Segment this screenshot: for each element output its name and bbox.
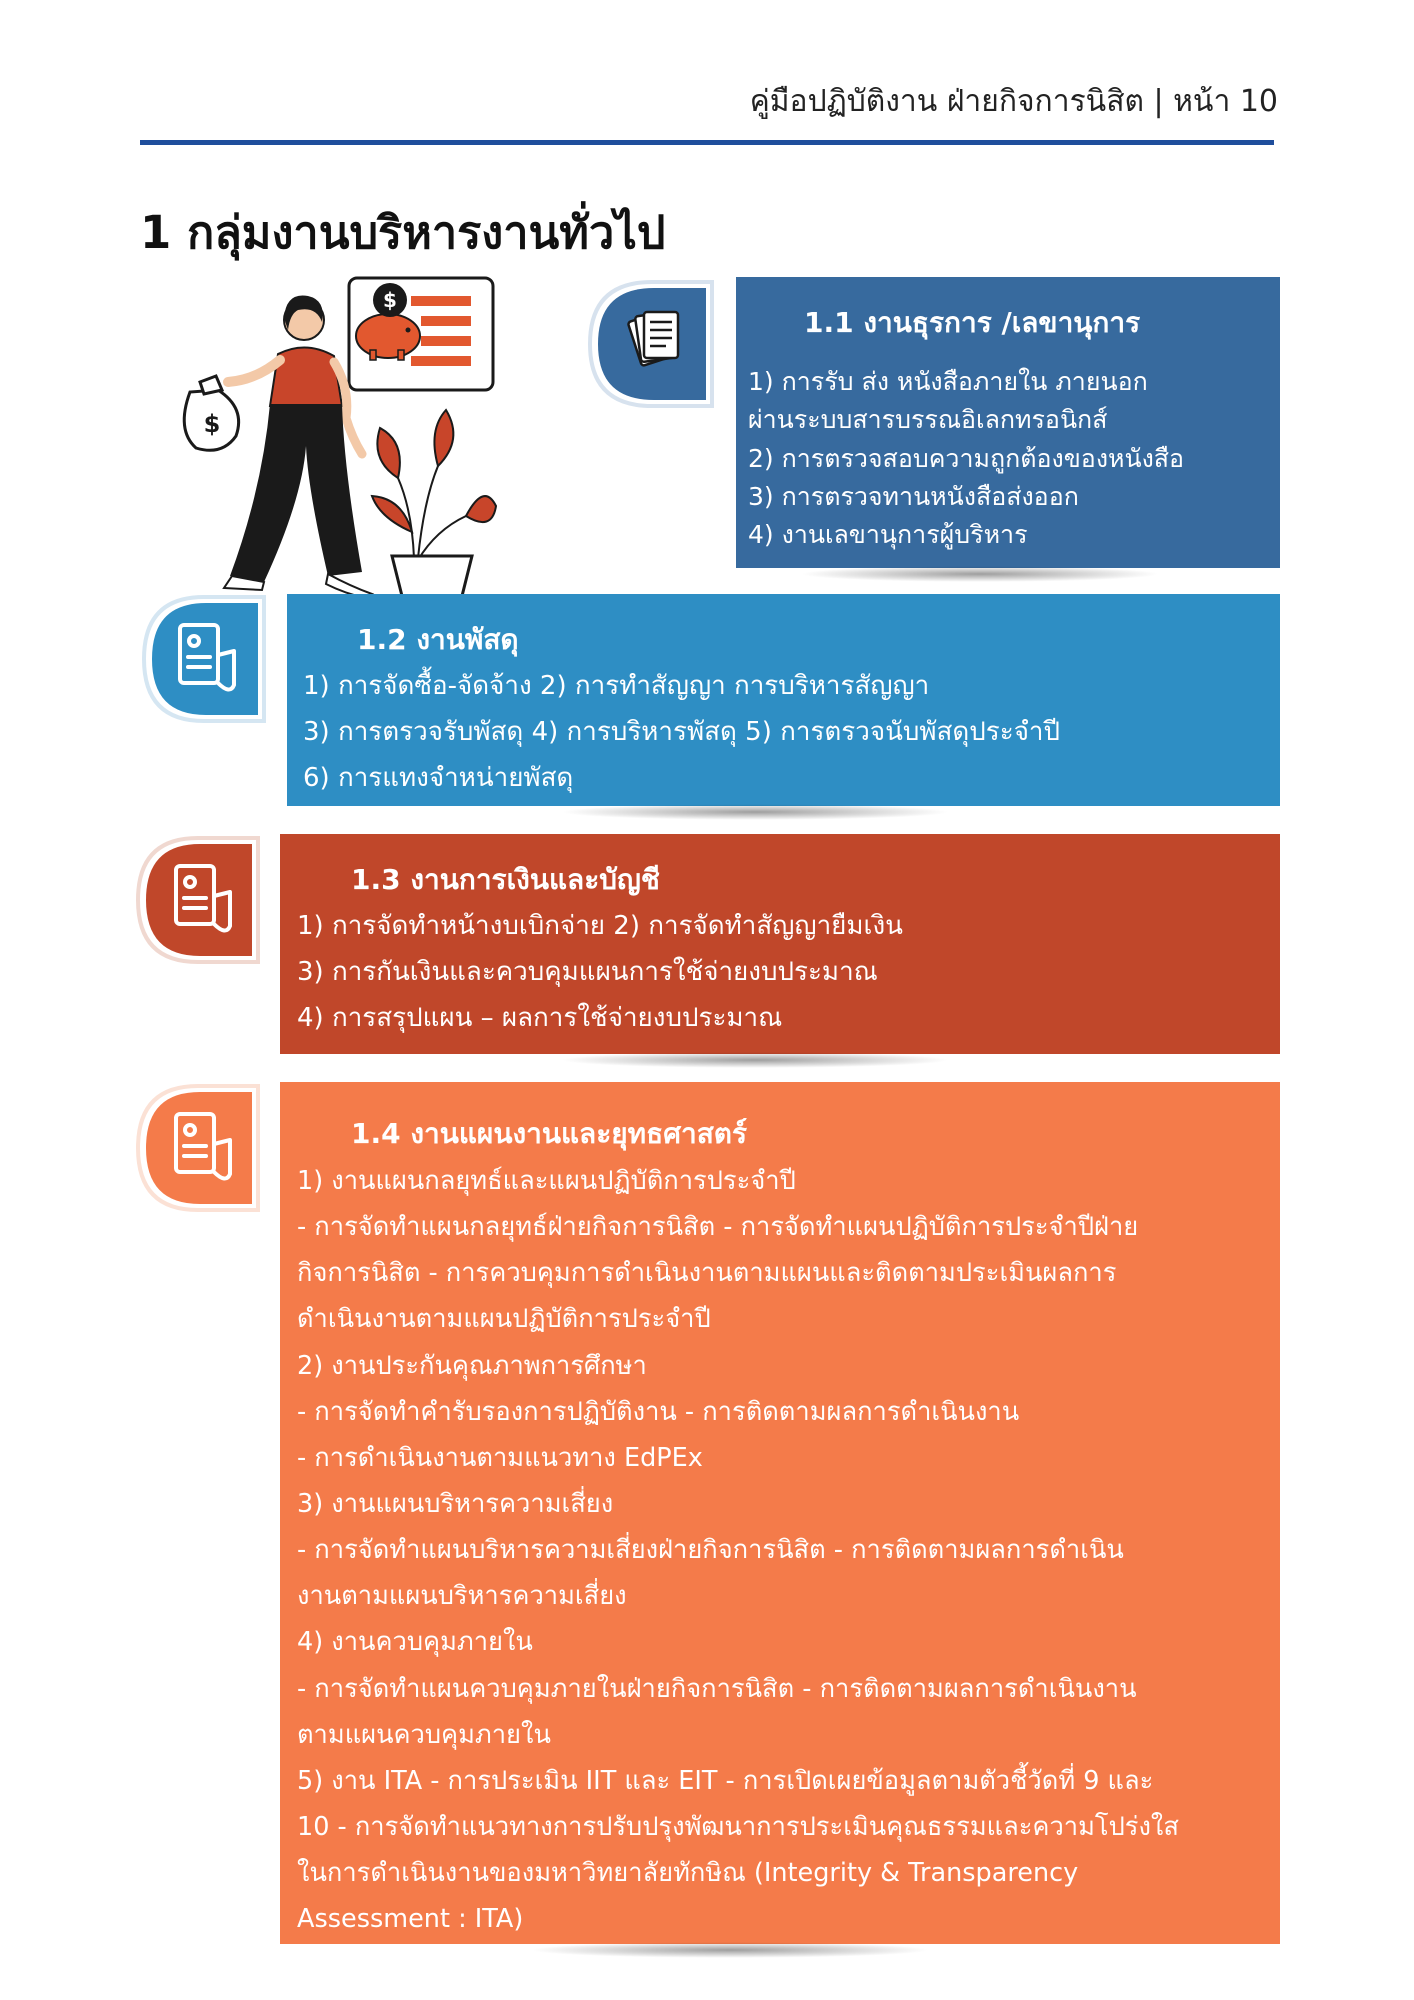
- section-1-4-icon-tab: [136, 1084, 286, 1212]
- section-1-4-line: กิจการนิสิต - การควบคุมการดำเนินงานตามแผนและติดตามประเมินผลการ: [297, 1258, 1117, 1289]
- section-1-4-line: Assessment : ITA): [297, 1904, 524, 1935]
- section-1-2-line: 6) การแทงจำหน่ายพัสดุ: [303, 762, 574, 793]
- section-1-2-line: 3) การตรวจรับพัสดุ 4) การบริหารพัสดุ 5) การตรวจนับพัสดุประจำปี: [303, 716, 1061, 747]
- section-1-4-line: - การดำเนินงานตามแนวทาง EdPEx: [297, 1442, 703, 1473]
- section-1-4-line: 3) งานแผนบริหารความเสี่ยง: [297, 1488, 614, 1519]
- section-1-3-line: 3) การกันเงินและควบคุมแผนการใช้จ่ายงบประมาณ: [297, 956, 878, 987]
- section-1-4-line: ตามแผนควบคุมภายใน: [297, 1719, 551, 1750]
- section-1-1-line: 2) การตรวจสอบความถูกต้องของหนังสือ: [748, 443, 1185, 473]
- section-1-4-line: - การจัดทำแผนบริหารความเสี่ยงฝ่ายกิจการนิสิต - การติดตามผลการดำเนิน: [297, 1535, 1124, 1566]
- section-1-3: [280, 834, 1280, 1054]
- section-1-3-title: 1.3 งานการเงินและบัญชี: [351, 863, 660, 896]
- coin-dollar-symbol: $: [383, 288, 397, 312]
- section-1-4-line: - การจัดทำแผนกลยุทธ์ฝ่ายกิจการนิสิต - การจัดทำแผนปฏิบัติการประจำปีฝ่าย: [297, 1212, 1139, 1243]
- section-1-4-line: ในการดำเนินงานของมหาวิทยาลัยทักษิณ (Integrity & Transparency: [297, 1858, 1079, 1889]
- section-1-2-line: 1) การจัดซื้อ-จัดจ้าง 2) การทำสัญญา การบริหารสัญญา: [303, 671, 930, 701]
- section-1-2-shadow: [560, 804, 950, 820]
- section-1-4-line: 2) งานประกันคุณภาพการศึกษา: [297, 1350, 647, 1381]
- section-1-4-line: 1) งานแผนกลยุทธ์และแผนปฏิบัติการประจำปี: [297, 1166, 796, 1196]
- money-bag-dollar-symbol: $: [203, 410, 221, 438]
- section-1-2-title: 1.2 งานพัสดุ: [357, 623, 519, 656]
- section-1-1: [736, 277, 1280, 568]
- section-1-4-line: งานตามแผนบริหารความเสี่ยง: [297, 1581, 627, 1612]
- section-1-3-line: 4) การสรุปแผน – ผลการใช้จ่ายงบประมาณ: [297, 1002, 783, 1033]
- section-1-4-line: 5) งาน ITA - การประเมิน IIT และ EIT - การเปิดเผยข้อมูลตามตัวชี้วัดที่ 9 และ: [297, 1765, 1154, 1796]
- section-1-4: [280, 1082, 1280, 1944]
- section-1-4-line: - การจัดทำแผนควบคุมภายในฝ่ายกิจการนิสิต - การติดตามผลการดำเนินงาน: [297, 1673, 1137, 1704]
- section-1-3-icon-tab: [136, 836, 286, 964]
- section-1-1-line: 4) งานเลขานุการผู้บริหาร: [748, 520, 1028, 549]
- section-1-1-title: 1.1 งานธุรการ /เลขานุการ: [804, 306, 1141, 339]
- section-1-1-line: 1) การรับ ส่ง หนังสือภายใน ภายนอก: [748, 367, 1148, 396]
- section-1-1-line: ผ่านระบบสารบรรณอิเลกทรอนิกส์: [748, 405, 1108, 435]
- section-1-3-line: 1) การจัดทำหน้างบเบิกจ่าย 2) การจัดทำสัญญายืมเงิน: [297, 911, 903, 941]
- header-divider: [140, 140, 1274, 145]
- section-1-1-icon-tab: [588, 280, 748, 408]
- section-1-4-title: 1.4 งานแผนงานและยุทธศาสตร์: [351, 1117, 748, 1150]
- section-1-4-shadow: [530, 1942, 930, 1958]
- page-header: คู่มือปฏิบัติงาน ฝ่ายกิจการนิสิต | หน้า 10: [749, 84, 1278, 119]
- section-1-2: [287, 594, 1280, 806]
- section-1-4-line: - การจัดทำคำรับรองการปฏิบัติงาน - การติดตามผลการดำเนินงาน: [297, 1396, 1020, 1427]
- section-1-4-line: 4) งานควบคุมภายใน: [297, 1627, 533, 1658]
- section-1-3-shadow: [560, 1052, 950, 1068]
- woman-finance-illustration: [166, 270, 506, 604]
- section-1-1-line: 3) การตรวจทานหนังสือส่งออก: [748, 481, 1079, 511]
- section-1-4-line: 10 - การจัดทำแนวทางการปรับปรุงพัฒนาการประเมินคุณธรรมและความโปร่งใส: [297, 1811, 1179, 1842]
- section-1-2-icon-tab: [142, 595, 292, 723]
- section-1-4-line: ดำเนินงานตามแผนปฏิบัติการประจำปี: [297, 1304, 711, 1335]
- section-1-1-shadow: [800, 566, 1160, 582]
- page-title: 1 กลุ่มงานบริหารงานทั่วไป: [140, 206, 666, 259]
